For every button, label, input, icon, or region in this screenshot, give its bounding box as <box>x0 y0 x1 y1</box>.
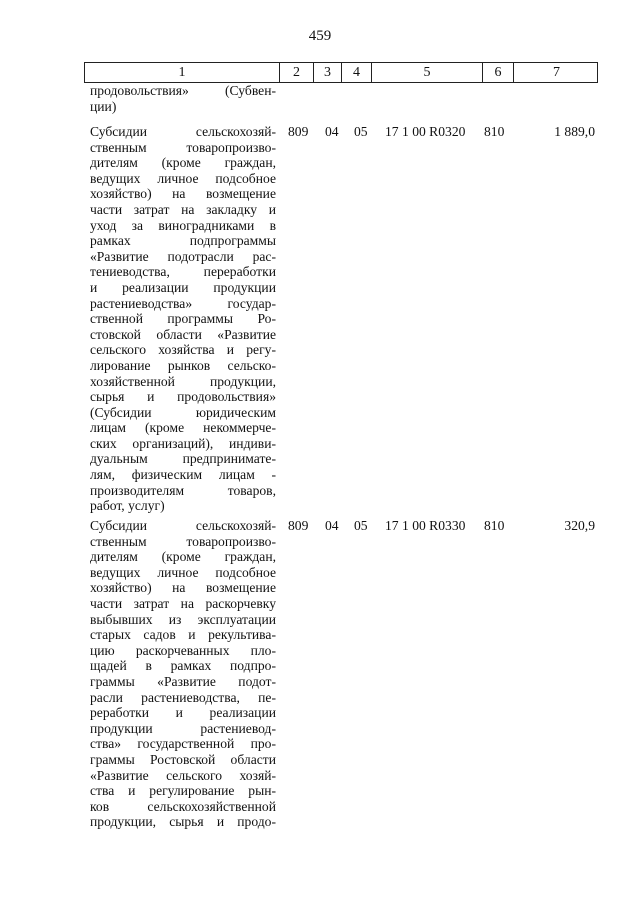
text-line: щадей в рамках подпро- <box>90 658 276 674</box>
text-line: цию раскорчеванных пло- <box>90 642 276 658</box>
text-line: дителям (кроме граждан, <box>90 155 276 171</box>
text-line: ства и регулирование рын- <box>90 783 276 799</box>
text-line: части затрат на закладку и <box>90 201 276 217</box>
text-line: расли растениеводства, пе- <box>90 689 276 705</box>
header-col-4: 4 <box>342 63 372 82</box>
page-number: 459 <box>308 28 332 44</box>
text-line: ственным товаропроизво- <box>90 139 276 155</box>
row-1-col-3: 04 <box>325 124 339 139</box>
row-1-col-4: 05 <box>354 124 368 139</box>
text-line: дителям (кроме граждан, <box>90 549 276 565</box>
row-2-col-5: 17 1 00 R0330 <box>385 518 466 533</box>
text-line: лям, физическим лицам - <box>90 467 276 483</box>
text-line: Субсидии сельскохозяй- <box>90 518 276 533</box>
text-line: работ, услуг) <box>90 498 165 514</box>
header-col-1: 1 <box>85 63 280 82</box>
row-2-col-7: 320,9 <box>564 518 595 533</box>
text-line: граммы Ростовской области <box>90 751 276 767</box>
text-line: дуальным предпринимате- <box>90 451 276 467</box>
row-1-col-6: 810 <box>484 124 505 139</box>
row-1-col-7: 1 889,0 <box>554 124 595 139</box>
row-2-description <box>90 518 276 830</box>
text-line: продукции растениевод- <box>90 720 276 736</box>
text-line: растениеводства» государ- <box>90 295 276 311</box>
text-line: реработки и реализации <box>90 705 276 721</box>
text-line: граммы «Развитие подот- <box>90 673 276 689</box>
text-line: ведущих личное подсобное <box>90 564 276 580</box>
text-line: сырья и продовольствия» <box>90 389 276 405</box>
text-line: «Развитие сельского хозяй- <box>90 767 276 783</box>
text-line: ственной программы Ро- <box>90 311 276 327</box>
row-2-col-2: 809 <box>288 518 309 533</box>
text-line: лирование рынков сельско- <box>90 357 276 373</box>
header-col-6: 6 <box>483 63 514 82</box>
text-line: ских организаций), индиви- <box>90 435 276 451</box>
text-line: лицам (кроме некоммерче- <box>90 420 276 436</box>
text-line: (Субсидии юридическим <box>90 404 276 420</box>
text-line: уход за виноградниками в <box>90 217 276 233</box>
text-line: и реализации продукции <box>90 279 276 295</box>
text-line: выбывших из эксплуатации <box>90 611 276 627</box>
text-line: части затрат на раскорчевку <box>90 595 276 611</box>
header-col-3: 3 <box>314 63 342 82</box>
text-line: ственным товаропроизво- <box>90 533 276 549</box>
text-line: продукции, сырья и продо- <box>90 814 276 830</box>
text-line: ков сельскохозяйственной <box>90 798 276 814</box>
text-line: производителям товаров, <box>90 482 276 498</box>
text-line: стовской области «Развитие <box>90 326 276 342</box>
text-line: хозяйственной продукции, <box>90 373 276 389</box>
row-2-col-6: 810 <box>484 518 505 533</box>
row-1-description <box>90 124 276 514</box>
row-1-col-5: 17 1 00 R0320 <box>385 124 466 139</box>
text-line: ства» государственной про- <box>90 736 276 752</box>
row-1-col-2: 809 <box>288 124 309 139</box>
text-line: рамках подпрограммы <box>90 233 276 249</box>
text-line: Субсидии сельскохозяй- <box>90 124 276 139</box>
text-line: тениеводства, переработки <box>90 264 276 280</box>
text-line: продовольствия» (Субвен- <box>90 83 276 98</box>
header-col-7: 7 <box>553 65 560 80</box>
row-2-col-3: 04 <box>325 518 339 533</box>
text-line: сельского хозяйства и регу- <box>90 342 276 358</box>
text-line: старых садов и рекультива- <box>90 627 276 643</box>
header-col-5: 5 <box>372 63 483 82</box>
row-2-col-4: 05 <box>354 518 368 533</box>
text-line: хозяйство) на возмещение <box>90 580 276 596</box>
continuation-text <box>90 83 276 114</box>
text-line: «Развитие подотрасли рас- <box>90 248 276 264</box>
table-header <box>84 62 598 83</box>
text-line: ции) <box>90 98 117 114</box>
text-line: ведущих личное подсобное <box>90 170 276 186</box>
text-line: хозяйство) на возмещение <box>90 186 276 202</box>
header-col-2: 2 <box>280 63 314 82</box>
